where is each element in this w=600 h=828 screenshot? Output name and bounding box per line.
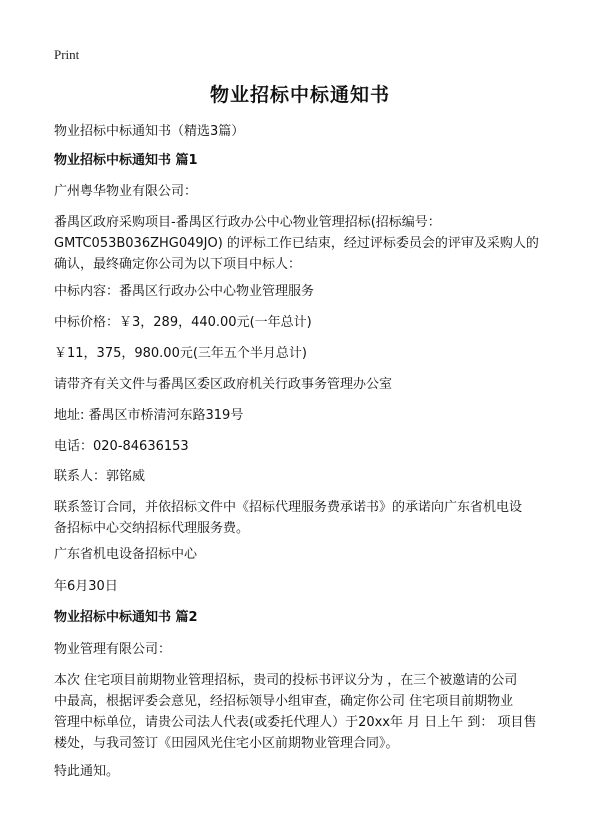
address: 地址: 番禺区市桥清河东路319号	[54, 408, 244, 423]
article2-body-line: 中最高，根据评委会意见，经招标领导小组审查，确定你公司 住宅项目前期物业	[54, 694, 514, 709]
article1-recipient: 广州粤华物业有限公司：	[54, 184, 198, 199]
closing-note: 特此通知。	[54, 764, 120, 779]
article2-recipient: 物业管理有限公司：	[54, 642, 172, 657]
article2-body-line: 本次 住宅项目前期物业管理招标，贵司的投标书评议分为 ，在三个被邀请的公司	[54, 673, 518, 688]
article2-body-line: 楼处，与我司签订《田园风光住宅小区前期物业管理合同》。	[54, 736, 399, 751]
contract-note-line: 备招标中心交纳招标代理服务费。	[54, 521, 250, 536]
article1-heading: 物业招标中标通知书 篇1	[54, 153, 198, 168]
bid-price-annual: 中标价格：￥3，289，440.00元(一年总计)	[54, 315, 312, 330]
article2-heading: 物业招标中标通知书 篇2	[54, 610, 198, 625]
article2-body-line: 管理中标单位，请贵公司法人代表(或委托代理人）于20xx年 月 日上午 到： 项目售	[54, 715, 537, 730]
article2-body	[54, 670, 554, 754]
issue-date: 年6月30日	[54, 579, 118, 594]
bring-docs-note: 请带齐有关文件与番禺区委区政府机关行政事务管理办公室	[54, 377, 393, 392]
article1-body-line: 番禺区政府采购项目-番禺区行政办公中心物业管理招标(招标编号：	[54, 215, 441, 230]
page-title: 物业招标中标通知书	[209, 84, 390, 106]
subtitle: 物业招标中标通知书（精选3篇）	[54, 124, 245, 139]
contact-person: 联系人：郭铭威	[54, 469, 146, 484]
article1-body-line: 确认，最终确定你公司为以下项目中标人：	[54, 257, 302, 272]
print-link[interactable]: Print	[54, 47, 80, 62]
article1-body	[54, 212, 554, 275]
phone: 电话：020-84636153	[54, 439, 189, 454]
bid-price-total: ￥11，375，980.00元(三年五个半月总计)	[54, 346, 307, 361]
contract-note	[54, 497, 554, 539]
article1-body-line: GMTC053B036ZHG049JO) 的评标工作已结束，经过评标委员会的评审及采购人的	[54, 236, 539, 251]
issuing-org: 广东省机电设备招标中心	[54, 547, 198, 562]
contract-note-line: 联系签订合同，并依招标文件中《招标代理服务费承诺书》的承诺向广东省机电设	[54, 500, 523, 515]
bid-content: 中标内容：番禺区行政办公中心物业管理服务	[54, 284, 315, 299]
